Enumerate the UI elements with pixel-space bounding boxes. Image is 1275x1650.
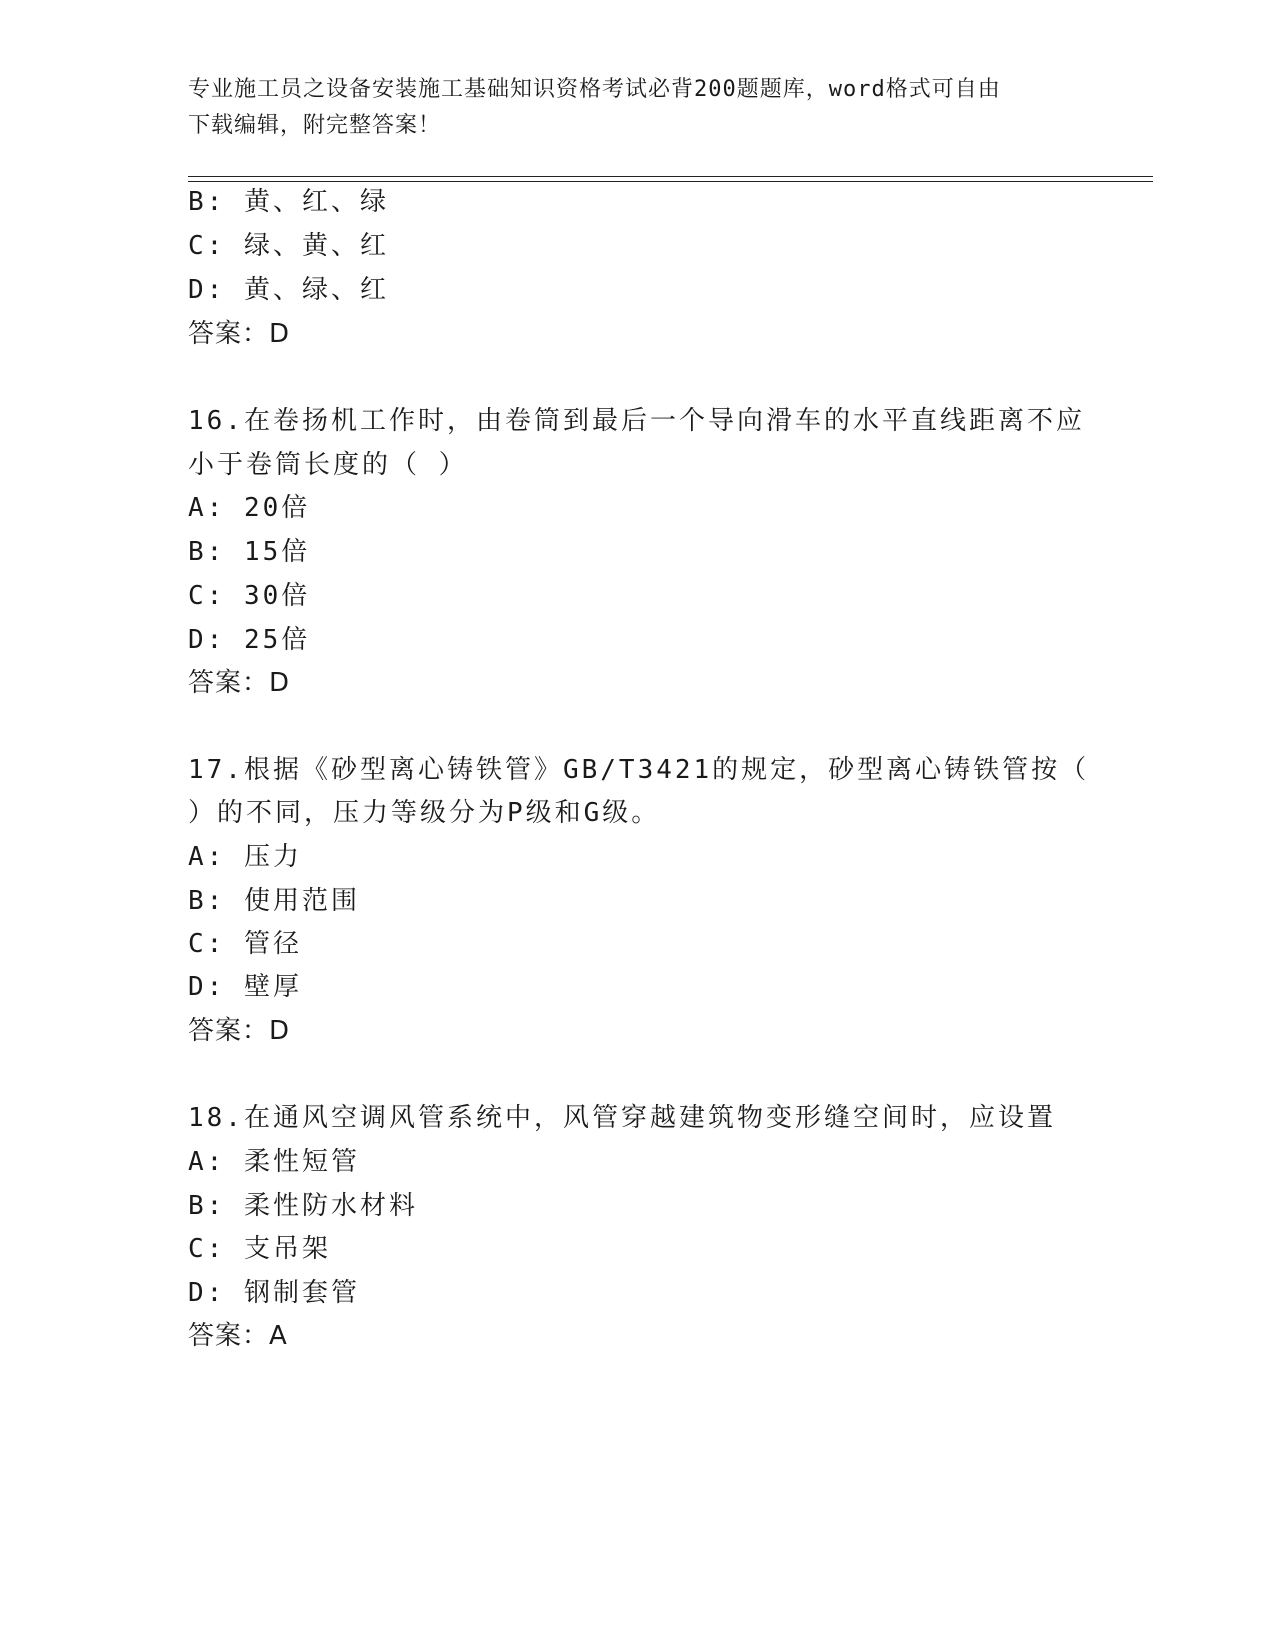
prev-option-d: D: 黄、绿、红 xyxy=(188,275,389,305)
header-line-1: 专业施工员之设备安装施工基础知识资格考试必背200题题库，word格式可自由 xyxy=(188,77,1001,102)
q17-option-c: C: 管径 xyxy=(188,929,302,959)
q16-option-c: C: 30倍 xyxy=(188,581,311,611)
q18-option-a: A: 柔性短管 xyxy=(188,1147,360,1177)
q17-option-a: A: 压力 xyxy=(188,842,302,872)
q18-answer: 答案：A xyxy=(188,1321,288,1351)
q16-answer: 答案：D xyxy=(188,668,291,698)
q16-option-a: A: 20倍 xyxy=(188,493,311,523)
q17-option-d: D: 壁厚 xyxy=(188,972,302,1002)
header-divider-top xyxy=(188,176,1153,177)
document-header xyxy=(188,72,1088,144)
prev-option-c: C: 绿、黄、红 xyxy=(188,231,389,261)
q17-option-b: B: 使用范围 xyxy=(188,886,360,916)
header-line-2: 下载编辑，附完整答案！ xyxy=(188,113,442,138)
q17-text-line-2: ）的不同，压力等级分为P级和G级。 xyxy=(188,798,661,828)
q16-option-b: B: 15倍 xyxy=(188,537,311,567)
q18-option-d: D: 钢制套管 xyxy=(188,1278,360,1308)
q16-text-line-2: 小于卷筒长度的（ ） xyxy=(188,450,468,480)
q18-option-b: B: 柔性防水材料 xyxy=(188,1191,418,1221)
header-divider-bottom xyxy=(188,181,1153,182)
prev-answer: 答案：D xyxy=(188,319,291,349)
q17-answer: 答案：D xyxy=(188,1016,291,1046)
q16-option-d: D: 25倍 xyxy=(188,625,311,655)
q17-text-line-1: 17.根据《砂型离心铸铁管》GB/T3421的规定，砂型离心铸铁管按（ xyxy=(188,755,1090,785)
prev-option-b: B: 黄、红、绿 xyxy=(188,187,389,217)
q18-text-line-1: 18.在通风空调风管系统中，风管穿越建筑物变形缝空间时，应设置 xyxy=(188,1103,1056,1133)
q18-option-c: C: 支吊架 xyxy=(188,1234,331,1264)
q16-text-line-1: 16.在卷扬机工作时，由卷筒到最后一个导向滑车的水平直线距离不应 xyxy=(188,406,1085,436)
